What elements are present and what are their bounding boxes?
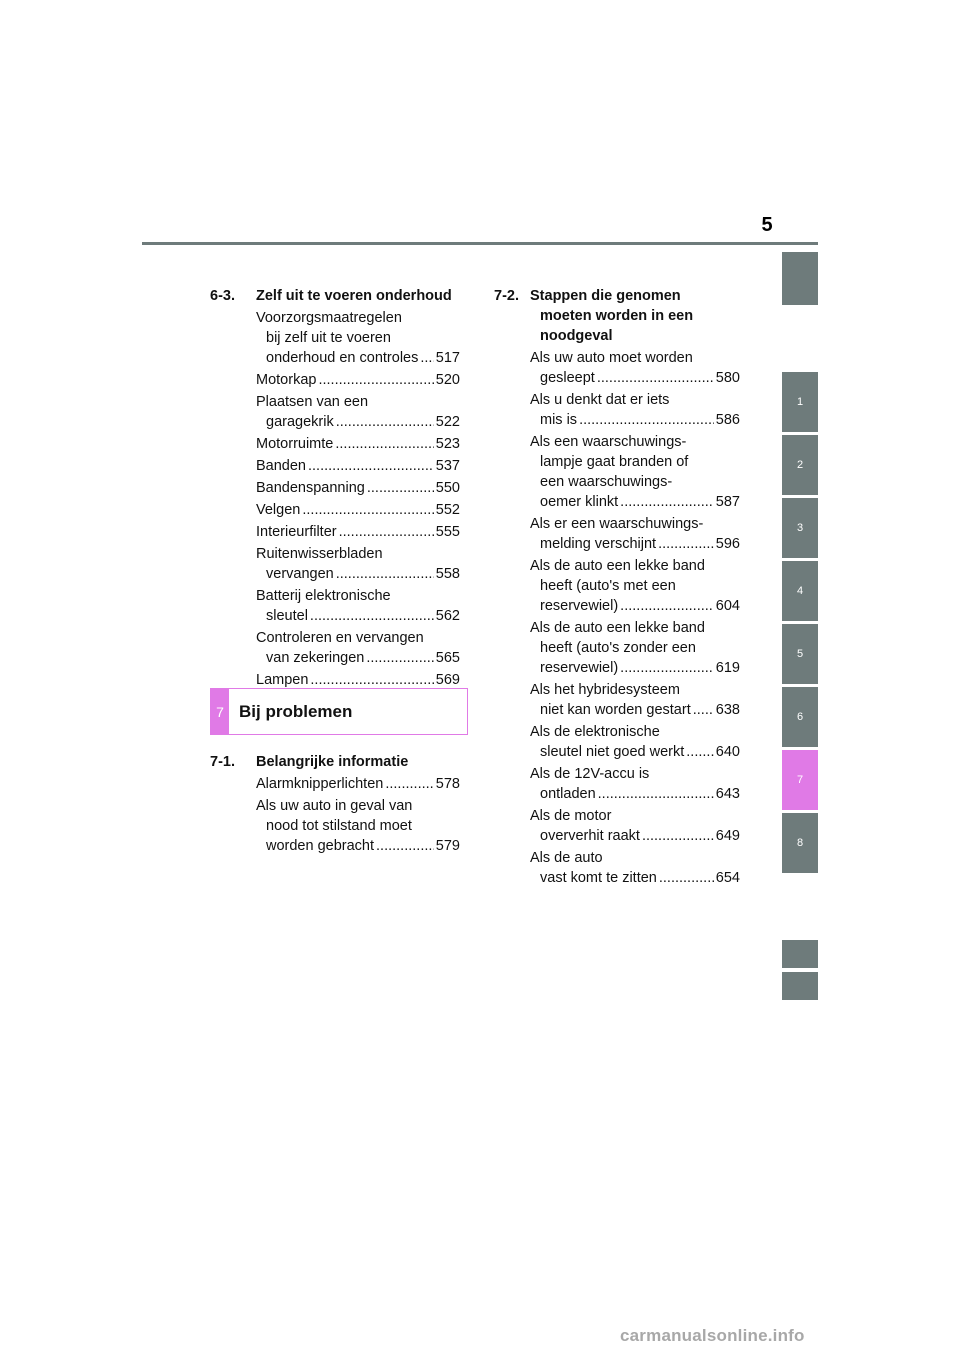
dot-leader (310, 606, 434, 626)
dot-leader (367, 478, 434, 498)
entry-line: Als de motor (530, 808, 612, 824)
entry-line: Ruitenwisserbladen (256, 546, 383, 562)
title-line: Stappen die genomen (530, 288, 681, 304)
toc-entry[interactable] (530, 514, 740, 554)
side-tab-5[interactable]: 5 (782, 624, 818, 684)
page-ref[interactable]: 520 (435, 372, 460, 388)
page-ref[interactable]: 638 (715, 702, 740, 718)
side-tab-8[interactable]: 8 (782, 813, 818, 873)
toc-entry[interactable] (530, 348, 740, 388)
dot-leader (686, 742, 714, 762)
entry-line: gesleept (540, 370, 595, 386)
page-ref[interactable]: 552 (435, 502, 460, 518)
entry-line: Lampen (256, 672, 309, 688)
right-column (494, 286, 740, 348)
toc-entry[interactable] (256, 500, 460, 520)
entry-line: een waarschuwings- (540, 474, 673, 490)
page-ref[interactable]: 604 (715, 598, 740, 614)
entry-line: nood tot stilstand moet (266, 818, 412, 834)
dot-leader (366, 648, 433, 668)
entry-line: reservewiel) (540, 598, 619, 614)
entry-line: Interieurfilter (256, 524, 337, 540)
page-ref[interactable]: 537 (435, 458, 460, 474)
section-number: 6-3. (210, 288, 235, 304)
dot-leader (620, 492, 714, 512)
chapter-number: 7 (211, 689, 229, 734)
entry-line: sleutel niet goed werkt (540, 744, 685, 760)
entry-line: lampje gaat branden of (540, 454, 689, 470)
toc-entry[interactable] (256, 796, 460, 856)
entry-line: Als de auto een lekke band (530, 620, 705, 636)
dot-leader (693, 700, 714, 720)
toc-entry[interactable] (530, 722, 740, 762)
left-column (210, 286, 460, 690)
entry-line: bij zelf uit te voeren (266, 330, 391, 346)
dot-leader (597, 368, 714, 388)
toc-entry[interactable] (530, 680, 740, 720)
entry-line: sleutel (266, 608, 308, 624)
header-rule (142, 242, 818, 245)
section-number: 7-1. (210, 754, 235, 770)
page-ref[interactable]: 649 (715, 828, 740, 844)
page-ref[interactable]: 643 (715, 786, 740, 802)
section-title: Zelf uit te voeren onderhoud (256, 288, 452, 304)
dot-leader (420, 348, 433, 368)
page-ref[interactable]: 596 (715, 536, 740, 552)
page-ref[interactable]: 558 (435, 566, 460, 582)
entry-line: Als de auto een lekke band (530, 558, 705, 574)
entry-line: Als de elektronische (530, 724, 660, 740)
section-6-3-heading (210, 286, 460, 306)
page-ref[interactable]: 619 (715, 660, 740, 676)
side-tab-2[interactable]: 2 (782, 435, 818, 495)
entry-line: Banden (256, 458, 306, 474)
toc-entry[interactable] (256, 544, 460, 584)
dot-leader (658, 534, 714, 554)
page-ref[interactable]: 517 (435, 350, 460, 366)
entry-line: oemer klinkt (540, 494, 619, 510)
entry-line: Als uw auto moet worden (530, 350, 693, 366)
page-ref[interactable]: 562 (435, 608, 460, 624)
dot-leader (318, 370, 433, 390)
entry-line: Velgen (256, 502, 301, 518)
entry-line: garagekrik (266, 414, 334, 430)
entry-line: Als u denkt dat er iets (530, 392, 670, 408)
toc-entry[interactable] (530, 806, 740, 846)
entry-line: mis is (540, 412, 578, 428)
entry-line: Als de auto (530, 850, 603, 866)
toc-entry[interactable] (256, 670, 460, 690)
page-ref[interactable]: 640 (715, 744, 740, 760)
dot-leader (339, 522, 434, 542)
page-ref[interactable]: 587 (715, 494, 740, 510)
entry-line: Als de 12V-accu is (530, 766, 650, 782)
page-ref[interactable]: 565 (435, 650, 460, 666)
dot-leader (336, 564, 434, 584)
entry-line: niet kan worden gestart (540, 702, 691, 718)
watermark: carmanualsonline.info (620, 1326, 805, 1345)
entry-line: heeft (auto's zonder een (540, 640, 696, 656)
toc-entry[interactable] (256, 308, 460, 368)
entry-line: van zekeringen (266, 650, 365, 666)
entry-line: Voorzorgsmaatregelen (256, 310, 402, 326)
page-ref[interactable]: 586 (715, 412, 740, 428)
dot-leader (620, 596, 714, 616)
dot-leader (310, 670, 433, 690)
page-ref[interactable]: 654 (715, 870, 740, 886)
page-ref[interactable]: 580 (715, 370, 740, 386)
section-number: 7-2. (494, 288, 519, 304)
dot-leader (642, 826, 714, 846)
entry-line: Als een waarschuwings- (530, 434, 687, 450)
chapter-heading-box (210, 688, 468, 735)
toc-entry[interactable] (530, 618, 740, 678)
side-tab-1[interactable]: 1 (782, 372, 818, 432)
entry-line: Bandenspanning (256, 480, 365, 496)
entry-line: Batterij elektronische (256, 588, 391, 604)
entry-line: ontladen (540, 786, 596, 802)
side-tab-7[interactable]: 7 (782, 750, 818, 810)
side-tab-4[interactable]: 4 (782, 561, 818, 621)
entry-line: Motorkap (256, 372, 317, 388)
toc-entry[interactable] (256, 434, 460, 454)
entry-line: melding verschijnt (540, 536, 657, 552)
toc-entry[interactable] (530, 556, 740, 616)
toc-entry[interactable] (256, 774, 460, 794)
page-number: 5 (761, 214, 773, 236)
page-ref[interactable]: 569 (435, 672, 460, 688)
section-7-2-heading (494, 286, 740, 346)
chapter-title: Bij problemen (239, 701, 353, 721)
toc-entry[interactable] (256, 456, 460, 476)
toc-entry[interactable] (530, 764, 740, 804)
dot-leader (620, 658, 714, 678)
page-ref[interactable]: 578 (435, 776, 460, 792)
side-tab-blank-bottom-2[interactable] (782, 972, 818, 1000)
entry-line: vast komt te zitten (540, 870, 657, 886)
side-tab-3[interactable]: 3 (782, 498, 818, 558)
dot-leader (336, 412, 434, 432)
title-line: moeten worden in een (540, 308, 694, 324)
entry-line: oververhit raakt (540, 828, 640, 844)
side-tab-6[interactable]: 6 (782, 687, 818, 747)
dot-leader (598, 784, 714, 804)
page-ref[interactable]: 523 (435, 436, 460, 452)
section-7-1-heading (210, 752, 460, 772)
toc-entry[interactable] (530, 390, 740, 430)
dot-leader (308, 456, 434, 476)
dot-leader (376, 836, 434, 856)
toc-entry[interactable] (530, 432, 740, 512)
toc-entry[interactable] (256, 392, 460, 432)
dot-leader (335, 434, 433, 454)
entry-line: Motorruimte (256, 436, 334, 452)
entry-line: Als het hybridesysteem (530, 682, 680, 698)
section-title: Belangrijke informatie (256, 754, 409, 770)
entry-line: Controleren en vervangen (256, 630, 424, 646)
page-ref[interactable]: 522 (435, 414, 460, 430)
toc-entry[interactable] (256, 522, 460, 542)
dot-leader (385, 774, 433, 794)
entry-line: Alarmknipperlichten (256, 776, 384, 792)
page-ref[interactable]: 550 (435, 480, 460, 496)
dot-leader (659, 868, 714, 888)
toc-entry[interactable] (256, 478, 460, 498)
toc-entry[interactable] (256, 628, 460, 668)
dot-leader (579, 410, 714, 430)
entry-line: Als uw auto in geval van (256, 798, 413, 814)
entry-line: reservewiel) (540, 660, 619, 676)
dot-leader (302, 500, 433, 520)
page-ref[interactable]: 555 (435, 524, 460, 540)
page-ref[interactable]: 579 (435, 838, 460, 854)
side-tab-blank-bottom-1[interactable] (782, 940, 818, 968)
toc-entry[interactable] (256, 370, 460, 390)
toc-entry[interactable] (256, 586, 460, 626)
right-column-entries (494, 346, 740, 888)
entry-line: worden gebracht (266, 838, 375, 854)
toc-entry[interactable] (530, 848, 740, 888)
entry-line: Als er een waarschuwings- (530, 516, 704, 532)
title-line: noodgeval (540, 328, 613, 344)
entry-line: Plaatsen van een (256, 394, 369, 410)
section-7-1 (210, 752, 460, 856)
entry-line: heeft (auto's met een (540, 578, 676, 594)
entry-line: vervangen (266, 566, 334, 582)
entry-line: onderhoud en controles (266, 350, 419, 366)
section-title (530, 286, 740, 346)
side-tab-blank-top[interactable] (782, 252, 818, 305)
